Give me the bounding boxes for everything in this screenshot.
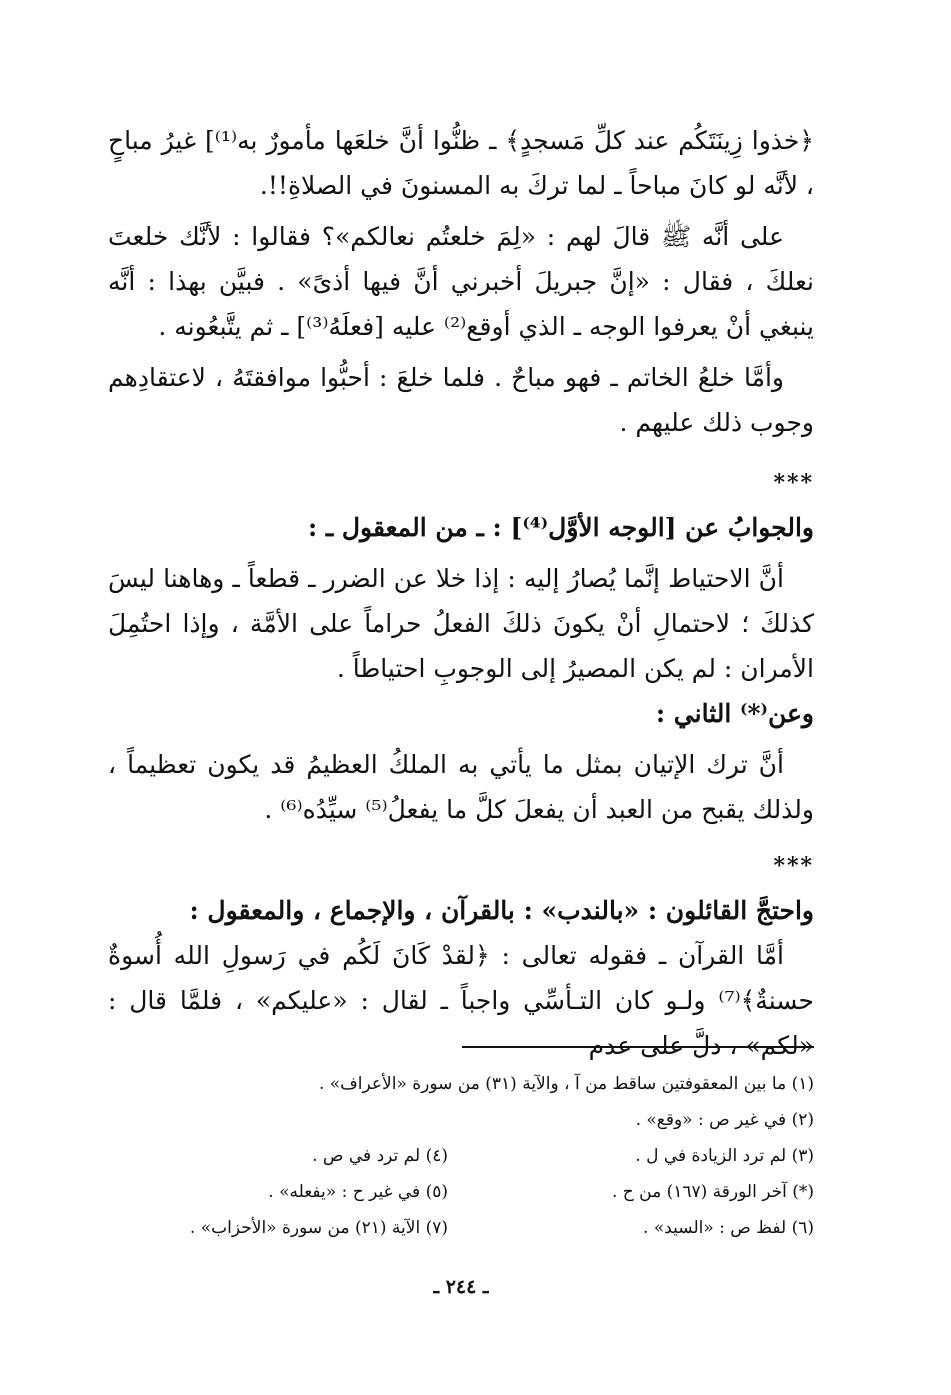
paragraph-6: أمَّا القرآن ـ فقوله تعالى : ﴿لقدْ كَانَ لَكُم في رَسولِ الله أُسوةٌ حسنةٌ﴾⁽⁷⁾ ولـو كان التـأسِّي واجباً ـ لقال : «عليكم» ، فلمَّا قال : «لكم» ، دلَّ على عدم [108, 941, 814, 1060]
footnote-5: (٥) في غير ح : «يفعله» . [268, 1182, 448, 1202]
paragraph-3: وأمَّا خلعُ الخاتم ـ فهو مباحٌ . فلما خلعَ : أحبُّوا موافقتَهُ ، لاعتقادِهم وجوب ذلك عليهم . [108, 363, 814, 437]
footnote-2: (٢) في غير ص : «وقع» . [635, 1110, 814, 1130]
footnotes [108, 1066, 814, 1246]
page-content [108, 118, 814, 1318]
footnote-divider [462, 1046, 814, 1048]
footnote-star: (*) آخر الورقة (١٦٧) من ح . [611, 1182, 814, 1202]
paragraph-1: ﴿خذوا زِينَتَكُم عند كلِّ مَسجدٍ﴾ ـ ظنُّوا أنَّ خلعَها مأمورٌ به⁽¹⁾] غيرُ مباحٍ ، لأنَّه لو كانَ مباحاً ـ لما تركَ به المسنونَ في الصلاةِ!!. [108, 126, 815, 200]
footnote-3: (٣) لم ترد الزيادة في ل . [635, 1146, 814, 1166]
heading-second-answer: وعن⁽*⁾ الثاني : [655, 699, 814, 728]
footnote-4: (٤) لم ترد في ص . [312, 1146, 448, 1166]
footnote-row [108, 1174, 814, 1210]
footnote-row [108, 1210, 814, 1246]
section-separator-2: *** [773, 853, 814, 879]
paragraph-2: على أنَّه ﷺ قالَ لهم : «لِمَ خلعتُم نعالكم»؟ فقالوا : لأنَّك خلعتَ نعلكَ ، فقال : «إنَّ جبريلَ أخبرني أنَّ فيها أذىً» . فبيَّن بهذا : أنَّه ينبغي أنْ يعرفوا الوجه ـ الذي أوقع⁽²⁾ عليه [فعلَهُ⁽³⁾] ـ ثم يتَّبعُونه . [108, 222, 814, 341]
footnote-row [108, 1102, 814, 1138]
paragraph-4: أنَّ الاحتياط إنَّما يُصارُ إليه : إذا خلا عن الضرر ـ قطعاً ـ وهاهنا ليسَ كذلكَ ؛ لاحتمالِ أنْ يكونَ ذلكَ الفعلُ حراماً على الأمَّة ، وإذا احتُمِلَ الأمران : لم يكن المصيرُ إلى الوجوبِ احتياطاً . [108, 564, 814, 683]
heading-arguments: واحتجَّ القائلون : «بالندب» : بالقرآن ، والإجماع ، والمعقول : [189, 896, 814, 925]
footnote-6: (٦) لفظ ص : «السيد» . [643, 1218, 814, 1238]
footnote-1: (١) ما بين المعقوفتين ساقط من آ ، والآية (٣١) من سورة «الأعراف» . [318, 1074, 814, 1094]
page-number: ـ ٢٤٤ ـ [433, 1276, 489, 1298]
section-separator: *** [773, 470, 814, 496]
footnote-row [108, 1138, 814, 1174]
main-text [108, 118, 814, 1068]
footnote-row [108, 1066, 814, 1102]
heading-first-answer: والجوابُ عن [الوجه الأوَّل⁽⁴⁾] : ـ من المعقول ـ : [307, 513, 814, 542]
paragraph-5: أنَّ ترك الإتيان بمثل ما يأتي به الملكُ العظيمُ قد يكون تعظيماً ، ولذلك يقبح من العبد أن يفعلَ كلَّ ما يفعلُ⁽⁵⁾ سيِّدُه⁽⁶⁾ . [108, 750, 814, 824]
footnote-7: (٧) الآية (٢١) من سورة «الأحزاب» . [189, 1218, 448, 1238]
